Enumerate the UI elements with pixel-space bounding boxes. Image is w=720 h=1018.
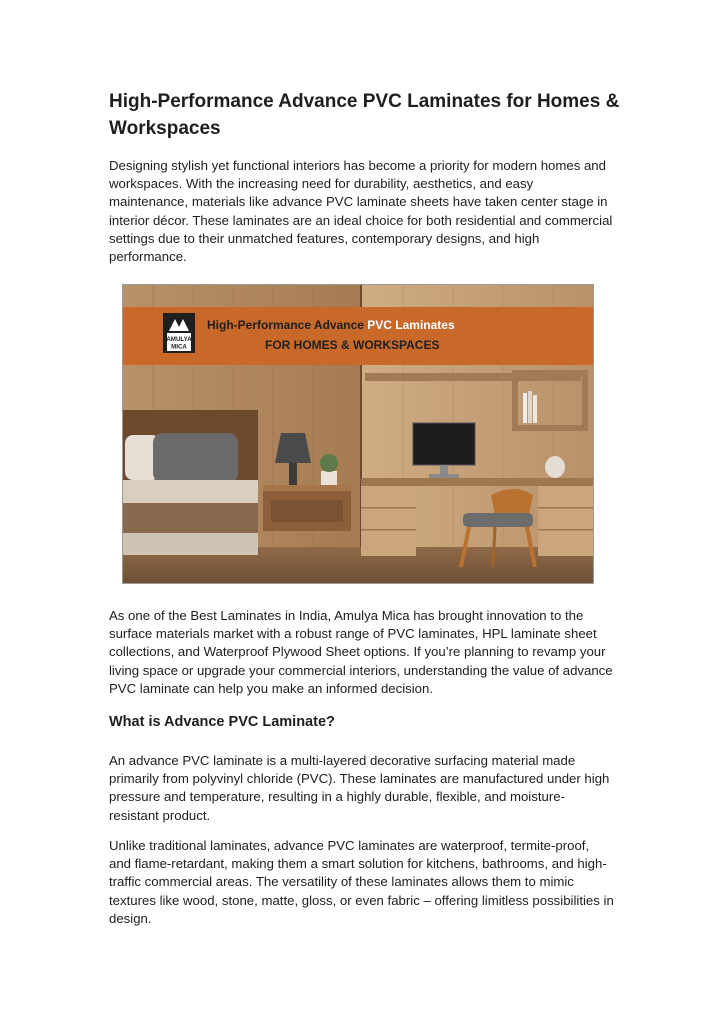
desk xyxy=(361,478,594,486)
body-paragraph-3: An advance PVC laminate is a multi-layered decorative surfacing material made primarily from polyvinyl chloride (PVC). These laminates are manufactured under high pressure and temperature, resulting in a highly durable, flexible, and moisture-resistant product. xyxy=(109,753,610,823)
body-paragraph-4: Unlike traditional laminates, advance PVC laminates are waterproof, termite-proof, and flame-retardant, making them a smart solution for kitchens, bathrooms, and high-traffic commercial areas. The versatility of these laminates allows them to mimic textures like wood, stone, matte, gloss, or even fabric – offering limitless possibilities in design. xyxy=(109,838,614,926)
hero-image xyxy=(122,284,594,584)
banner-headline-part1: High-Performance Advance xyxy=(207,318,368,332)
lamp xyxy=(275,433,311,463)
banner-headline-highlight: PVC Laminates xyxy=(367,318,455,332)
section-heading: What is Advance PVC Laminate? xyxy=(109,714,335,730)
logo-text-line1: AMULYA xyxy=(166,336,192,343)
logo-text-line2: MICA xyxy=(171,343,187,351)
banner-headline xyxy=(207,318,455,332)
article-title: High-Performance Advance PVC Laminates for Homes & Workspaces xyxy=(109,91,620,139)
banner-subheadline: FOR HOMES & WORKSPACES xyxy=(265,338,440,352)
pillow xyxy=(153,433,238,483)
monitor xyxy=(413,423,475,465)
intro-paragraph: Designing stylish yet functional interiors has become a priority for modern homes and workspaces. With the increasing need for durability, aesthetics, and easy maintenance, materials like advance PVC laminate sheets have taken center stage in interior décor. These laminates are an ideal choice for both residential and commercial settings due to their unmatched features, contemporary designs, and high performance. xyxy=(109,158,613,265)
body-paragraph-2: As one of the Best Laminates in India, Amulya Mica has brought innovation to the surface materials market with a robust range of PVC laminates, HPL laminate sheet collections, and Waterproof Plywood Sheet options. If you’re planning to revamp your living space or upgrade your commercial interiors, understanding the value of advance PVC laminate can help you make an informed decision. xyxy=(109,608,613,696)
